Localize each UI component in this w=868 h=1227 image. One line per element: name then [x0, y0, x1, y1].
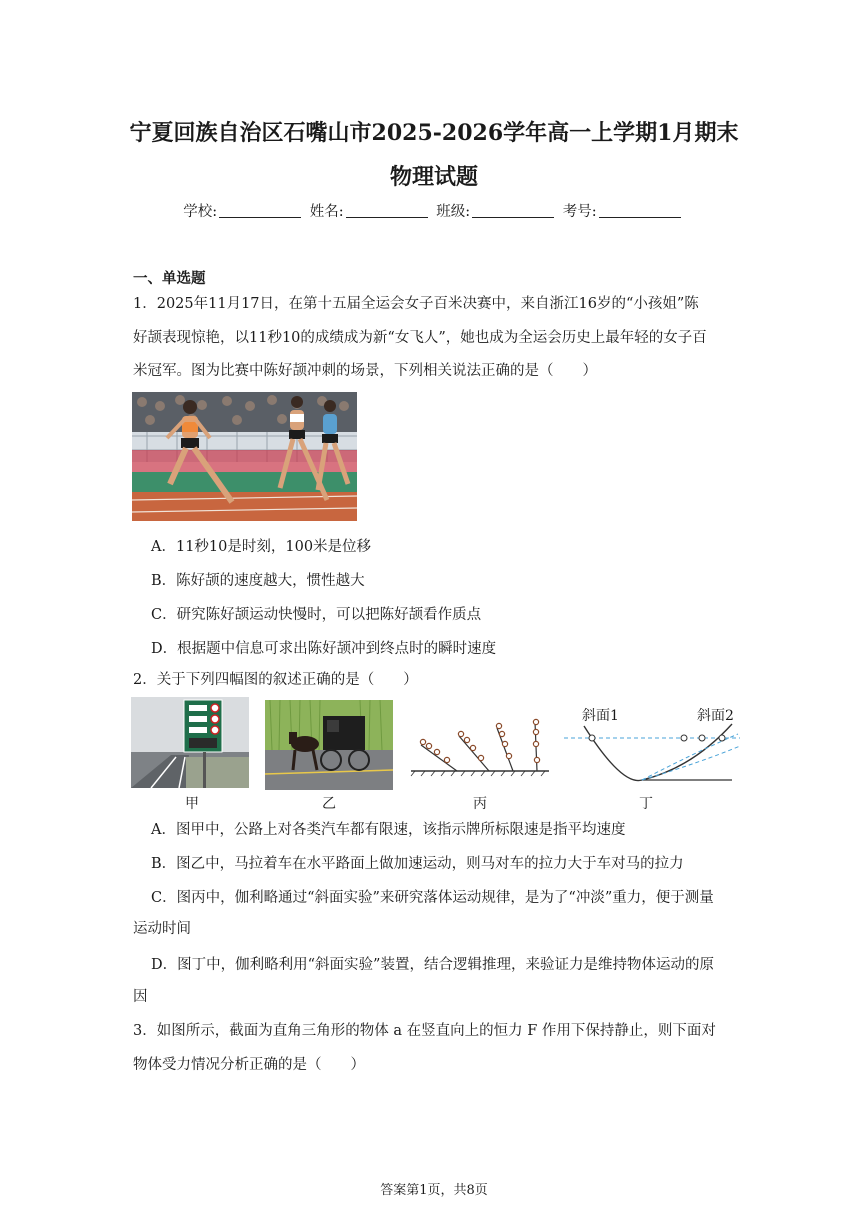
school-blank[interactable] [219, 202, 301, 218]
figure-label-bing: 丙 [473, 796, 487, 812]
exam-number-label: 考号: [562, 204, 597, 220]
name-label: 姓名: [309, 204, 344, 220]
q1-line-3: 米冠军。图为比赛中陈好颉冲刺的场景，下列相关说法正确的是（ ） [133, 363, 597, 379]
q2-stem: 2．关于下列四幅图的叙述正确的是（ ） [133, 672, 418, 688]
sprint-photo [132, 392, 357, 521]
slope-1-label: 斜面1 [582, 708, 619, 724]
name-blank[interactable] [346, 202, 428, 218]
q1-line-2: 好颉表现惊艳，以11秒10的成绩成为新“女飞人”，她也成为全运会历史上最年轻的女子百 [133, 330, 707, 346]
class-label: 班级: [436, 204, 471, 220]
q1-option-d: D．根据题中信息可求出陈好颉冲到终点时的瞬时速度 [151, 641, 497, 657]
slope-2-label: 斜面2 [697, 708, 734, 724]
q3-line-2: 物体受力情况分析正确的是（ ） [133, 1057, 365, 1073]
page-subtitle: 物理试题 [389, 164, 478, 190]
page-footer: 答案第1页，共8页 [380, 1183, 488, 1198]
q1-option-a: A．11秒10是时刻，100米是位移 [151, 539, 372, 555]
class-blank[interactable] [472, 202, 554, 218]
page-title: 宁夏回族自治区石嘴山市2025-2026学年高一上学期1月期末 [129, 120, 739, 146]
figure-yi-horse-carriage [265, 700, 393, 790]
q2-option-b: B．图乙中，马拉着车在水平路面上做加速运动，则马对车的拉力大于车对马的拉力 [151, 856, 684, 872]
q1-line-1: 1．2025年11月17日，在第十五届全运会女子百米决赛中，来自浙江16岁的“小孩姐”陈 [133, 296, 699, 312]
student-info-line [0, 200, 868, 221]
q1-option-b: B．陈好颉的速度越大，惯性越大 [151, 573, 365, 589]
q2-option-d-cont: 因 [133, 989, 148, 1005]
section-heading: 一、单选题 [133, 270, 206, 287]
q2-option-d: D．图丁中，伽利略利用“斜面实验”装置，结合逻辑推理，来验证力是维持物体运动的原 [151, 957, 714, 973]
figure-label-jia: 甲 [185, 796, 199, 812]
school-label: 学校: [183, 204, 218, 220]
q2-option-a: A．图甲中，公路上对各类汽车都有限速，该指示牌所标限速是指平均速度 [151, 822, 626, 838]
q1-option-c: C．研究陈好颉运动快慢时，可以把陈好颉看作质点 [151, 607, 482, 623]
q3-line-1: 3．如图所示，截面为直角三角形的物体 a 在竖直向上的恒力 F 作用下保持静止，则下面对 [133, 1023, 716, 1039]
exam-number-blank[interactable] [599, 202, 681, 218]
figure-label-ding: 丁 [639, 796, 653, 812]
figure-label-yi: 乙 [322, 796, 336, 812]
figure-bing-inclines [409, 718, 549, 778]
figure-jia-highway-sign [131, 697, 249, 788]
q2-option-c: C．图丙中，伽利略通过“斜面实验”来研究落体运动规律，是为了“冲淡”重力，便于测量 [151, 890, 714, 906]
q2-option-c-cont: 运动时间 [133, 921, 191, 937]
